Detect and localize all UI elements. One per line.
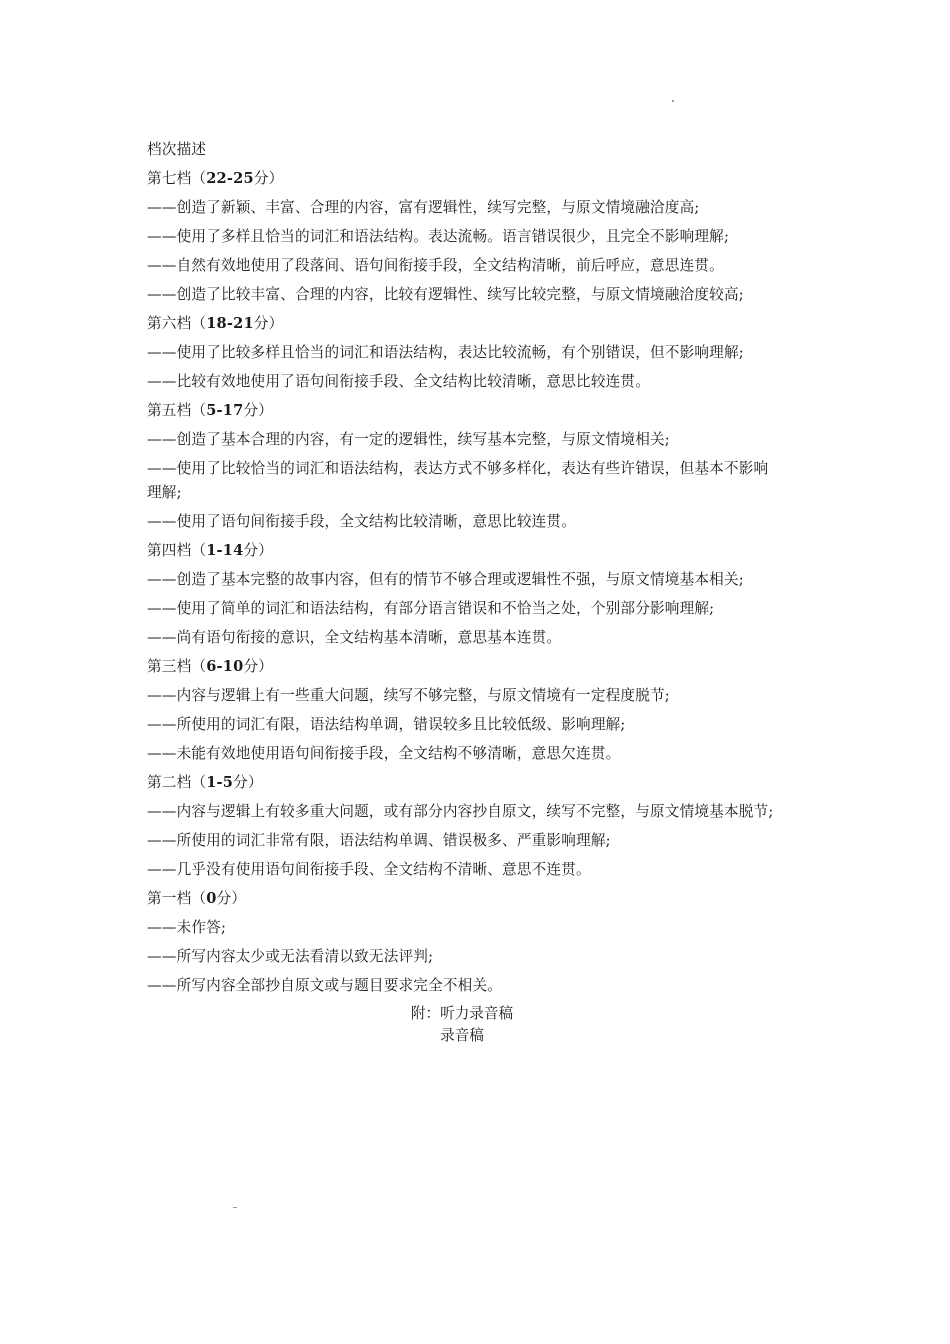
level-heading [147,887,777,911]
level-name: 第六档（ [147,315,207,332]
criterion-item: ——自然有效地使用了段落间、语句间衔接手段，全文结构清晰，前后呼应，意思连贯。 [147,257,724,274]
level-heading [147,167,777,191]
criterion-item: ——创造了比较丰富、合理的内容，比较有逻辑性、续写比较完整，与原文情境融洽度较高; [147,286,744,303]
scan-dot [672,100,674,102]
criterion-item: ——创造了基本合理的内容，有一定的逻辑性，续写基本完整，与原文情境相关; [147,431,670,448]
criterion-item: ——尚有语句衔接的意识，全文结构基本清晰，意思基本连贯。 [147,629,562,646]
level-name: 第四档（ [147,542,207,559]
level-unit: 分） [233,774,263,791]
scan-dash [233,1207,237,1208]
level-name: 第二档（ [147,774,207,791]
level-score: 1-14 [206,542,244,559]
level-score: 1-5 [206,774,234,791]
criterion-item: ——比较有效地使用了语句间衔接手段、全文结构比较清晰，意思比较连贯。 [147,373,650,390]
level-score: 18-21 [206,315,254,332]
criterion-item: ——所写内容全部抄自原文或与题目要求完全不相关。 [147,977,503,994]
criterion-item: ——使用了语句间衔接手段，全文结构比较清晰，意思比较连贯。 [147,513,577,530]
criterion-item: ——内容与逻辑上有一些重大问题，续写不够完整，与原文情境有一定程度脱节; [147,687,670,704]
level-heading [147,312,777,336]
level-score: 6-10 [206,658,244,675]
level-unit: 分） [253,315,284,332]
appendix-subheading: 录音稿 [440,1027,484,1044]
level-unit: 分） [216,890,247,907]
criterion-item: ——使用了比较多样且恰当的词汇和语法结构，表达比较流畅，有个别错误，但不影响理解; [147,344,744,361]
level-heading [147,655,777,679]
criterion-item: ——未作答; [147,919,227,936]
page-title: 档次描述 [147,141,207,158]
level-score: 5-17 [206,402,244,419]
criterion-item: ——所写内容太少或无法看清以致无法评判; [147,948,434,965]
criterion-item: ——使用了多样且恰当的词汇和语法结构。表达流畅。语言错误很少，且完全不影响理解; [147,228,730,245]
level-unit: 分） [243,402,274,419]
criterion-item: ——内容与逻辑上有较多重大问题，或有部分内容抄自原文，续写不完整，与原文情境基本脱节; [147,803,774,820]
level-unit: 分） [253,170,284,187]
criterion-item: ——创造了基本完整的故事内容，但有的情节不够合理或逻辑性不强，与原文情境基本相关; [147,571,744,588]
level-name: 第五档（ [147,402,207,419]
level-heading [147,539,777,563]
criterion-item: ——使用了简单的词汇和语法结构，有部分语言错误和不恰当之处，个别部分影响理解; [147,600,715,617]
criterion-item: ——创造了新颖、丰富、合理的内容，富有逻辑性，续写完整，与原文情境融洽度高; [147,199,700,216]
level-score: 22-25 [206,170,254,187]
document-body [147,138,777,1047]
level-score: 0 [206,890,217,907]
level-name: 第三档（ [147,658,207,675]
rubric-sections [147,167,777,998]
criterion-item: ——所使用的词汇有限，语法结构单调，错误较多且比较低级、影响理解; [147,716,626,733]
level-name: 第七档（ [147,170,207,187]
appendix-heading: 附：听力录音稿 [410,1005,514,1022]
level-name: 第一档（ [147,890,207,907]
level-unit: 分） [243,542,274,559]
level-unit: 分） [243,658,274,675]
level-heading [147,399,777,423]
criterion-item: ——所使用的词汇非常有限，语法结构单调、错误极多、严重影响理解; [147,832,611,849]
criterion-item: ——未能有效地使用语句间衔接手段，全文结构不够清晰，意思欠连贯。 [147,745,621,762]
criterion-item: ——几乎没有使用语句间衔接手段、全文结构不清晰、意思不连贯。 [147,861,591,878]
level-heading [147,771,777,795]
criterion-item: ——使用了比较恰当的词汇和语法结构，表达方式不够多样化，表达有些许错误，但基本不影响理解; [147,460,769,501]
